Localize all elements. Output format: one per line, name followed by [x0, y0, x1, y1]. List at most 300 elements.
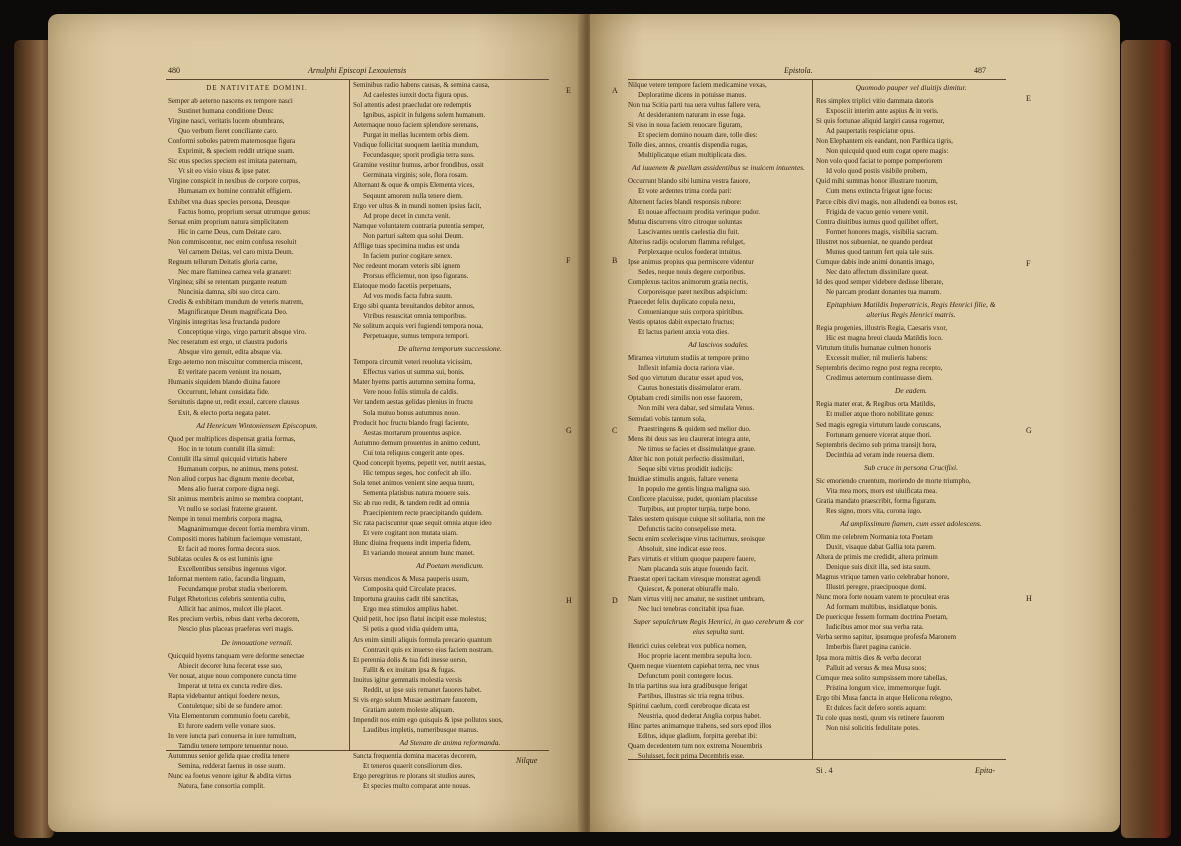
margin-letter: B [612, 256, 618, 265]
verse-line: Occurrunt, lebant considata fide. [178, 388, 270, 397]
verse-line: Et teneros quaerit consiliorum dies. [363, 762, 463, 771]
poem-block [816, 96, 1006, 297]
left-running-head: Arnulphi Episcopi Lexouiensis [308, 66, 407, 75]
verse-line: Prorsus efficiemur, non ipso figurans. [363, 271, 469, 280]
verse-line: Si petis a quod vidia quidem uma, [363, 625, 459, 634]
section-title: Ad Poetam mendicum. [416, 561, 484, 571]
verse-line: Defunctum ponit contegere locus. [638, 671, 733, 680]
verse-line: Praestat operi tacitam viresque monstrat agendi [628, 575, 761, 584]
verse-line: Inflexit infamia docta rariora viae. [638, 364, 735, 373]
verse-line: Fallit & ex inuitam ipsa & fugas. [363, 665, 456, 674]
verse-line: Sic emoriendo cruentum, moriendo de morte triumpho, [816, 476, 971, 485]
verse-line: Cui tota reliquus congerit ante opes. [363, 448, 465, 457]
verse-line: Producit hoc fructu blando frugi faciente, [353, 418, 469, 427]
left-column-1 [168, 80, 346, 791]
verse-line: Sola mutuo bonus autumnus nouo. [363, 408, 461, 417]
verse-line: Hic in carne Deus, cum Deitate caro. [178, 227, 282, 236]
verse-line: Autumno demum prouentus in animo cedunt, [353, 438, 481, 447]
verse-line: Optabam credi similis non esse fauorem, [628, 394, 743, 403]
verse-line: Pristina longum vice, immemorque fugit. [826, 683, 942, 692]
verse-line: Vtribus resuscitat omnia temporibus. [363, 312, 467, 321]
verse-line: Reddit, ut ipse suis remanet fauores habet. [363, 685, 482, 694]
verse-line: Sic etus species speciem est imitata paternam, [168, 157, 297, 166]
verse-line: Non tua Scitia parti tua uera vultus fallere vera, [628, 101, 761, 110]
verse-line: Si vis ergo solum Musae aestimare fauorem, [353, 695, 478, 704]
verse-line: Autumnus senior gelida quae credita tenere [168, 752, 290, 761]
book-edge-right [1121, 40, 1171, 838]
right-column-1 [628, 80, 809, 759]
poem-block [353, 574, 547, 735]
verse-line: Ne parcam prodant donantes tua manum. [826, 287, 942, 296]
verse-line: Cumque dabis inde animi donantis imago, [816, 257, 935, 266]
column-divider [812, 80, 813, 760]
verse-line: Ipsa mora mittis dies & verba decorat [816, 653, 922, 662]
verse-line: Vita Elementorum communio foetu carebit, [168, 711, 290, 720]
verse-line: Nec luci tenebras concitabit ipsa fuae. [638, 605, 745, 614]
poem-block [353, 80, 547, 341]
margin-letter: F [566, 256, 571, 265]
verse-line: Regia mater erat, & Regibus orta Matildis, [816, 400, 936, 409]
verse-line: Sublatas ocules & os est luminis igne [168, 555, 273, 564]
verse-line: Non parturi saltem qua solui Deum. [363, 231, 464, 240]
section-title: DE NATIVITATE DOMINI. [206, 84, 308, 92]
right-running-head: Epistola. [784, 66, 813, 75]
verse-line: Septembris decimo sub prima transijt hora, [816, 440, 937, 449]
margin-letter: G [566, 426, 572, 435]
verse-line: Ars enim simili aliquis formula precario quantum [353, 635, 492, 644]
verse-line: Sol attentis adest praecludat ore redemptis [353, 101, 472, 110]
poem-block [628, 641, 809, 762]
verse-line: Et species multo comparat ante nouas. [363, 782, 471, 791]
verse-line: Quam decedentem tum nox extrema Nouembris [628, 742, 763, 750]
verse-line: Res precium verbis, rebus dant verba decorem, [168, 615, 300, 624]
verse-line: Id des quod semper videbere dedisse liberate, [816, 277, 944, 286]
verse-line: Quo verbum fieret conciliante caro. [178, 127, 278, 136]
verse-line: Hoc proprie iacent membra sepulta loco. [638, 651, 752, 660]
verse-line: Non commiscentur, nec enim confusa resoluit [168, 237, 297, 246]
verse-line: Et nouae affectuum prodita verinque pudor. [638, 207, 760, 216]
verse-line: Sic rata paciscuntur quae sequit omnia atque ideo [353, 519, 492, 528]
verse-line: Si viso in noua faciem reuocare figuram, [628, 121, 743, 130]
verse-line: Ergo sibi quanta breuitandos debitor annos, [353, 302, 475, 311]
verse-line: Vestis optatos dabit expectato fructus; [628, 318, 735, 327]
verse-line: Ver tandem aestas gelidas plenius in fructu [353, 398, 473, 407]
verse-line: Quod concepit hyems, pepetit ver, nutrit aestas, [353, 458, 486, 467]
section-title: Quomodo pauper vel diuitijs dimitur. [855, 83, 967, 92]
verse-line: Virgine nasci, veritatis lucem obumbrans, [168, 117, 285, 126]
margin-letter: F [1026, 259, 1031, 268]
verse-line: Vel carnem Deitas, vel caro mixta Deum. [178, 247, 294, 256]
verse-line: Multiplicatque etiam multiplicata dies. [638, 151, 747, 160]
verse-line: Gratiam autem moleste aliquam. [363, 705, 455, 714]
verse-line: Et veritate pacem veniunt ira nouam, [178, 368, 282, 377]
verse-line: Semper ab aeterno nascens ex tempore nasci [168, 97, 293, 106]
poem-block [816, 399, 1006, 459]
verse-line: Seque sibi virtus prodidit iudicijs: [638, 464, 733, 473]
verse-line: Ergo aeterno non miscuitur commercia miscent, [168, 358, 303, 367]
verse-line: Miramea virtutum studiis at tempore primo [628, 354, 750, 363]
verse-line: Gramine vestitur humus, arbor frondibus, ossit [353, 161, 484, 170]
section-title: De eadem. [894, 386, 928, 396]
verse-line: Sedes, neque nouis degere corporibus. [638, 267, 746, 276]
margin-letter: C [612, 426, 618, 435]
verse-line: Quod per multiplices dispensat gratia formas, [168, 434, 296, 443]
verse-line: Vt sit eo visio visus & ipse pater. [178, 167, 271, 176]
verse-line: Regnum tellurum Deitatis gloria carne, [168, 257, 278, 266]
verse-line: Hoc in te totum contulit illa simul: [178, 444, 275, 453]
margin-letter: E [1026, 94, 1031, 103]
verse-line: Vere nouo foliis stimula de caldis. [363, 388, 459, 397]
section-title: Epitaphium Matildis Imperatricis, Regis Henrici filie, & alterius Regis Henrici matris. [826, 299, 996, 320]
verse-line: Ergo peregrinus re plorans sit studios aures, [353, 772, 476, 781]
verse-line: Formet honores magis, visibilia sacram. [826, 227, 938, 236]
verse-line: Partibus, illustras sic tria regna tribus. [638, 691, 744, 700]
margin-letter: H [1026, 594, 1032, 603]
poem-block [353, 357, 547, 558]
verse-line: Res signo, mors vita, corona iugo. [826, 506, 922, 515]
verse-line: Tales uestem quisque cuique sit solitaria, non me [628, 514, 766, 523]
section-title: Ad Stenam de anima reformanda. [399, 738, 501, 747]
verse-line: In vere iuncta pari conuersa in iure tumultum, [168, 731, 297, 740]
verse-line: Semina, redderat faenus in osse suum. [178, 762, 286, 771]
verse-line: Verba sermo sapitur, ipsumque profesfa Maronem [816, 633, 957, 642]
verse-line: Non aliud corpus hac dignum mente decebat, [168, 474, 295, 483]
verse-line: Absoluit, sine indicat esse reos. [638, 545, 727, 554]
verse-line: Humanam ex homine contrahit effigiem. [178, 187, 292, 196]
verse-line: Frigida de vacuo genio venere venit. [826, 207, 929, 216]
verse-line: Nec reseratum est ergo, ut claustra pudoris [168, 338, 288, 347]
verse-line: Non mihi vera dabar, sed simulata Venus. [638, 404, 755, 413]
verse-line: Denique suis dixit illa, sed ista suum. [826, 563, 931, 572]
verse-line: Non Elephantem eis eandant, non Parthica tigris, [816, 137, 953, 146]
poem-block [628, 80, 809, 160]
verse-line: In tria partitus sua iura gradibusque ferigat [628, 681, 748, 690]
verse-line: Nempe in tenui membris corpora magna, [168, 514, 283, 523]
verse-line: Praecedet felix duplicato copula nexu, [628, 297, 736, 306]
verse-line: Contra diuitibus iumus quod quilibet offert, [816, 217, 938, 226]
verse-line: Alter hic non potuit perfectio dissimulari, [628, 454, 745, 463]
verse-line: Contuletque; sibi de se fundere amor. [178, 701, 283, 710]
verse-line: Illustri peregre, praecipuoque domi. [826, 583, 927, 592]
verse-line: Alterius radijs oculorum flamma refulget, [628, 237, 745, 246]
verse-line: De puericque fessem formam doctrina Poetam, [816, 613, 948, 622]
verse-line: Composita quid Circulate praces. [363, 585, 457, 594]
verse-line: Sequunt amorem nulla tenere diem. [363, 191, 463, 200]
verse-line: Sed quo virtutum ducatur esset apud vos, [628, 374, 744, 383]
verse-line: Magnanimumque decent fortia membra virum. [178, 525, 310, 534]
verse-line: Seminibus radio habens causas, & semina causa, [353, 81, 490, 89]
verse-line: Duxit, visaque dabat Gallia tota parem. [826, 543, 936, 552]
verse-line: Non quicquid quod eum cogat opere magis: [826, 147, 949, 156]
verse-line: Germinata virginis; sole, flora rosam. [363, 171, 468, 180]
margin-letter: E [566, 86, 571, 95]
verse-line: Nec mare flaminea carnea vela granaret: [178, 267, 292, 276]
verse-line: In faciem purior cogitare senex. [363, 251, 453, 260]
verse-line: Ergo mea stimulos amplius habet. [363, 605, 458, 614]
verse-line: Cumque mea solito sumpsissem more tabellas, [816, 673, 948, 682]
verse-line: Deploratime dicens in potuisse manus. [638, 91, 747, 100]
verse-line: Editus, idque gladium, forpitta gerebat ibi: [638, 731, 758, 740]
verse-line: Neustria, quod dederat Anglia corpus habet. [638, 711, 762, 720]
poem-block [628, 353, 809, 614]
verse-line: Namque voluntatem contraria putentia semper, [353, 221, 485, 230]
verse-line: Perpetuaque, sumus tempora tempori. [363, 332, 469, 341]
verse-line: Ergo ver ultus & in mundi nomen ipsius facit, [353, 201, 482, 210]
verse-line: Humanis siquidem blando diuina fauore [168, 378, 281, 387]
poem-block [168, 96, 346, 418]
section-title: Sub cruce in persona Crucifixi. [864, 462, 958, 472]
verse-line: Elatoque modo facetiis perpetuans, [353, 281, 452, 290]
verse-line: Tempora circumit veteri reuoluta vicissim, [353, 358, 473, 367]
verse-line: Nuncinia damna, sibi suo circa caro. [178, 287, 281, 296]
verse-line: Ad formam multibus, insidiatque bonis. [826, 603, 938, 612]
verse-line: Nescio plus placeas praeferas veri magis. [178, 625, 294, 634]
verse-line: Hunc diuina frequens indit imperia fidem, [353, 539, 471, 548]
verse-line: Rapta videbantur antiqui foedere nexus, [168, 691, 280, 700]
verse-line: At desiderantem naturam in esse fuga. [638, 111, 746, 120]
left-page [48, 14, 583, 832]
verse-line: Exprimit, & speciem reddit utrique suam. [178, 147, 295, 156]
verse-line: Hic est magna breui clauda Matildis loco. [826, 334, 943, 343]
verse-line: Fecundamque probat studia vberiorem. [178, 585, 288, 594]
catchword: Nilque [516, 756, 538, 765]
verse-line: Munus quod tantum fert quia tale suis. [826, 247, 934, 256]
poem-block [816, 323, 1006, 383]
verse-line: Praestringens & quidem sed melior duo. [638, 424, 751, 433]
margin-letter: H [566, 596, 572, 605]
verse-line: Quid petit, hoc ipso flatui incipit esse molestus; [353, 615, 487, 624]
verse-line: Excessit mulier, nil mulieris habens: [826, 354, 928, 363]
right-page-number: 487 [974, 66, 986, 75]
verse-line: Exposciit interim ante aspius & in veris. [826, 107, 939, 116]
verse-line: Ad prope decet in cuncta venit. [363, 211, 451, 220]
right-column-2 [816, 80, 1006, 759]
verse-line: Seruat enim proprium natura simplicitatem [168, 217, 289, 226]
verse-line: Semulati vobis tantum sola, [628, 414, 706, 423]
verse-line: Abiecit decorer luna fecerat esse suo, [178, 661, 283, 670]
verse-line: Altera de primis me credidit, altera primum [816, 553, 938, 562]
verse-line: Impendit nos enim ego quisquis & ipse pollutos suos, [353, 715, 503, 724]
verse-line: Fortunam genuere vicerat atque thori. [826, 430, 932, 439]
verse-line: Absque viro genuit, edita absque via. [178, 348, 283, 357]
verse-line: Et vere cogitant non mutata uiam. [363, 529, 458, 538]
right-page [590, 14, 1120, 832]
verse-line: Quicquid hyems tanquam vere deforme senectae [168, 651, 305, 660]
verse-line: Et facit ad mores forma decora suos. [178, 545, 281, 554]
verse-line: Nec dato affectum dissimilare queat. [826, 267, 929, 276]
verse-line: Et dulces facit defero sontis aquam: [826, 703, 927, 712]
verse-line: Afflige tuas specimina nudus est unda [353, 241, 460, 250]
verse-line: Sed magis egregia virtutum laude coruscans, [816, 420, 942, 429]
verse-line: Ad paupertatis respiciatur opus. [826, 127, 916, 136]
verse-line: Id volo quod postis visibile probem, [826, 167, 928, 176]
verse-line: Purgat in mellas lucentem orbis diem. [363, 131, 470, 140]
signature-mark: Si . 4 [816, 766, 833, 775]
verse-line: Fulget Rhetoricus celebris sententia cultu, [168, 595, 286, 604]
verse-line: Tamdiu tenere tempore tenuentur nouo. [178, 742, 289, 750]
poem-block [816, 532, 1006, 733]
verse-line: Henrici cuius celebrat vox publica nomen, [628, 641, 747, 650]
verse-line: Magnificatque Deum magnificata Deo. [178, 308, 288, 317]
verse-line: Lascivantes uentis caelestia diu fuit. [638, 227, 740, 236]
margin-letter: D [612, 596, 618, 605]
section-title: Ad Henricum Wintoniensem Episcopum. [196, 420, 318, 430]
verse-line: Ad vos modis facta fubra suum. [363, 291, 453, 300]
verse-line: Nam placanda suis atque fouendo facit. [638, 565, 749, 574]
verse-line: Septembris decimo regno post regna recepto, [816, 364, 943, 373]
verse-line: Exhibet vna duas species persona, Deusque [168, 197, 290, 206]
verse-line: Defunctis tacito consepelisse meta. [638, 525, 737, 534]
verse-line: Ne solitum acquis veri fugiendi tempora noua, [353, 322, 484, 331]
verse-line: Turpibus, aut propter turpia, turpe bono. [638, 504, 751, 513]
verse-line: In populo me gentis lingua maligna suo. [638, 484, 751, 493]
verse-line: Spiritui caelum, cordi cerebroque dicata est [628, 701, 750, 710]
verse-line: Sit animus membris animo se membra cooptant, [168, 494, 304, 503]
verse-line: Si quis fortunae aliquid largiri causa rogemur, [816, 117, 945, 126]
verse-line: Fecundasque; sporit prodigia terra suos. [363, 151, 475, 160]
verse-line: Conceptique virgo, virgo parturit absque viro. [178, 328, 307, 337]
verse-line: Allicit hac animos, mulcet ille placet. [178, 605, 283, 614]
verse-line: Laudibus impletis, numeribusque manus. [363, 725, 479, 734]
margin-letter: G [1026, 426, 1032, 435]
section-title: Ad amplissimum fiamen, cum esset adolescens. [840, 518, 982, 528]
verse-line: Pars virtutis et vitium quoque paupere fauere, [628, 555, 756, 564]
verse-line: Conuenianque suis corpora spiritibus. [638, 308, 744, 317]
verse-line: Praecipientem recte praecipitando quidem. [363, 508, 483, 517]
verse-line: Illustret nos subueniat, ne quando perdeat [816, 237, 933, 246]
verse-line: Inuitus igitur gemmatis molestia versis [353, 675, 462, 684]
verse-line: Ergo tibi Musa fancta in atque Helicona relegno, [816, 693, 953, 702]
verse-line: Decinthia ad veram inde reuersa diem. [826, 450, 935, 459]
verse-line: Nunc mora forte nouam vatem te proculeat eras [816, 593, 950, 602]
verse-line: Quem neque viuentem capiebat terra, nec vnus [628, 661, 760, 670]
verse-line: Hic tempus seges, hoc confecit ab illo. [363, 468, 472, 477]
verse-line: Sectu enim scelerisque virus taciturnus, seoisque [628, 535, 765, 544]
poem-block [628, 176, 809, 337]
verse-line: Regia progenies, illustris Regia, Caesaris vxor, [816, 324, 948, 333]
verse-line: Aestas mortarum prouentus aspice. [363, 428, 462, 437]
verse-line: Nam virtus vitij nec amatur, ne sustinet umbram, [628, 595, 765, 604]
verse-line: Excellentibus sensibus ingenuus vigor. [178, 565, 287, 574]
verse-line: Gratia mandato praescribit, forma figuram. [816, 496, 937, 505]
verse-line: Hinc partes animamque trahens, sed sors epod illos [628, 721, 772, 730]
verse-line: Nilque vetere tempore faciem medicamine vexas, [628, 81, 767, 89]
verse-line: Virginea; sibi se retentam purgante reatum [168, 277, 287, 286]
verse-line: Vita mea mors, mors est uiuificata mea. [826, 486, 938, 495]
verse-line: Quid mihi summas honor illustrare tuorum, [816, 177, 938, 186]
verse-line: Aeternaque nouo faciem splendore serenans, [353, 121, 479, 130]
column-divider [349, 80, 350, 750]
section-title: Ad iuuenem & puellam assidentibus se inuicem intuentes. [632, 163, 805, 173]
verse-line: Et mulier atque thoro nobilitate genus: [826, 410, 934, 419]
section-title: De alterna temporum successione. [398, 344, 502, 354]
verse-line: Credimus aeternum continuasse diem. [826, 374, 933, 383]
poem-block [816, 476, 1006, 516]
verse-line: Natura, fane consortia complit. [178, 782, 265, 791]
verse-line: Mater hyems partis autumno semina forma, [353, 378, 476, 387]
verse-line: Alternant & oque & ompis Elementa vices, [353, 181, 475, 190]
verse-line: Factus homo, proprium seruat utrumque genus: [178, 207, 311, 216]
verse-line: Et perennia dolis & tua fidi inesse uerso, [353, 655, 467, 664]
verse-line: Versus mendicos & Musa pauperis usum, [353, 575, 469, 584]
verse-line: Non nisi solicitis fedulitate potes. [826, 723, 920, 732]
verse-line: Contulit illa simul quicquid virtutis habere [168, 454, 288, 463]
verse-line: Ad caelestes iunxit docta figura opus. [363, 91, 469, 100]
verse-line: Ignibus, aspicit in fulgens solem humanum. [363, 111, 486, 120]
verse-line: Olim me celebrem Normania tota Poetam [816, 532, 933, 541]
verse-line: Sic ab ruo redit, & tandem redit ad omnia [353, 498, 470, 507]
poem-block [168, 651, 346, 792]
verse-line: Cautus honestatis dissimulator eram. [638, 384, 742, 393]
verse-line: Occurrunt blando sibi lumina vestra fauore, [628, 177, 751, 186]
verse-line: Tu cole quas nosti, quum vis retinere fauorem [816, 713, 945, 722]
verse-line: Et furore eadem velle vonare suos. [178, 721, 276, 730]
catchword: Epita- [975, 766, 995, 775]
verse-line: Et lactus parient anxia vota dies. [638, 328, 729, 337]
verse-line: Alternent facies blandi responsis rubore: [628, 197, 742, 206]
verse-line: Perplexaque oculos foederat intuitus. [638, 247, 742, 256]
verse-line: Sancta frequentia domina maceras decorem, [353, 752, 477, 761]
verse-line: Res simplex triplici vitio dammata datoris [816, 97, 934, 106]
verse-line: Ver nouat, atque nouo componere cuncta time [168, 671, 297, 680]
verse-line: Et speciem domino nouam dare, tolle dies: [638, 131, 758, 140]
verse-line: Mens alio fuerat corpore digna negi. [178, 484, 280, 493]
verse-line: Complexus tacitos animorum gratia nectis, [628, 277, 748, 286]
verse-line: Parce cibis divi magis, non alludendi ea bonos est, [816, 197, 958, 206]
verse-line: Corporeisque paret nexibus adspicium: [638, 287, 748, 296]
verse-line: Informat mentem ratio, facundia linguam, [168, 575, 286, 584]
verse-line: Magnus vtrique tamen vario celebrabar honore, [816, 573, 949, 582]
verse-line: Credis & exhibitam mundum de veteris matrem, [168, 297, 304, 306]
margin-letter: A [612, 86, 618, 95]
verse-line: Mutua discurrens vitro citroque uoluntas [628, 217, 742, 226]
verse-line: Virgine conspicit in nexibus de corpore corpus, [168, 177, 301, 186]
verse-line: Non volo quod faciat te pompe pomperiorem [816, 157, 943, 166]
verse-line: Quiescet, & ponerat obiuraffe malo. [638, 585, 739, 594]
verse-line: Mens ibi deus sas ieu claurerat integra ante, [628, 434, 751, 443]
verse-line: Et vote ardentes trima corda pari: [638, 187, 732, 196]
verse-line: Cum mens extincta frigeat igne focus: [826, 187, 933, 196]
verse-line: Conficere placuisse, pudet, quoniam placuisse [628, 494, 758, 503]
verse-line: Palluit ad versus & mea Musa suos; [826, 663, 927, 672]
verse-line: Inuidiae stimulis anguis, faltare venena [628, 474, 738, 483]
verse-line: Exit, & electo porta negata patet. [178, 408, 271, 417]
verse-line: Sustinet humana conditione Deus: [178, 107, 274, 116]
verse-line: Vt nullo se sociasi fraterne grauent. [178, 504, 278, 513]
verse-line: Compositi mores habitum faciemque venustant, [168, 535, 302, 544]
verse-line: Imberbis flaret pagina canicie. [826, 643, 912, 652]
verse-line: Sementa platisbus natura mouere suis. [363, 488, 471, 497]
verse-line: Importuna grauius cadit tibi sanctitas, [353, 595, 459, 604]
verse-line: Contraxit quis ex inuerso eius faciem nostram. [363, 645, 494, 654]
verse-line: Humanum corpus, ne animus, mens potest. [178, 464, 299, 473]
verse-line: Conformi soboles patrem maternosque figura [168, 137, 296, 146]
verse-line: Seruitutis dapne ut, redit exsul, carcere clausus [168, 398, 300, 407]
verse-line: Iudicibus amor mor sua verba rata. [826, 623, 924, 632]
verse-line: Nunc ea foetus venore igitur & abdita virtus [168, 772, 292, 781]
verse-line: Vndique follicitat suoquem laetitia mundum, [353, 141, 479, 150]
verse-line: Et variando moueat annum hunc manet. [363, 549, 475, 558]
verse-line: Nec redeunt moram veteris sibi ignem [353, 261, 461, 270]
verse-line: Ne timus se facies et dissimulatque graue. [638, 444, 756, 453]
verse-line: Imperat ut tetra ex cuncta redire dies. [178, 681, 283, 690]
verse-line: Soluisset, fecit prima Decembris esse. [638, 752, 745, 761]
poem-block [168, 434, 346, 635]
section-title: De innouatione vernali. [221, 637, 293, 647]
section-title: Super sepulchrum Regis Henrici, in quo cerebrum & cor eius sepulta sunt. [633, 617, 804, 637]
section-title: Ad lascivos sodales. [688, 340, 749, 350]
verse-line: Tolle dies, annos, creantis dispendia rugas, [628, 141, 748, 150]
